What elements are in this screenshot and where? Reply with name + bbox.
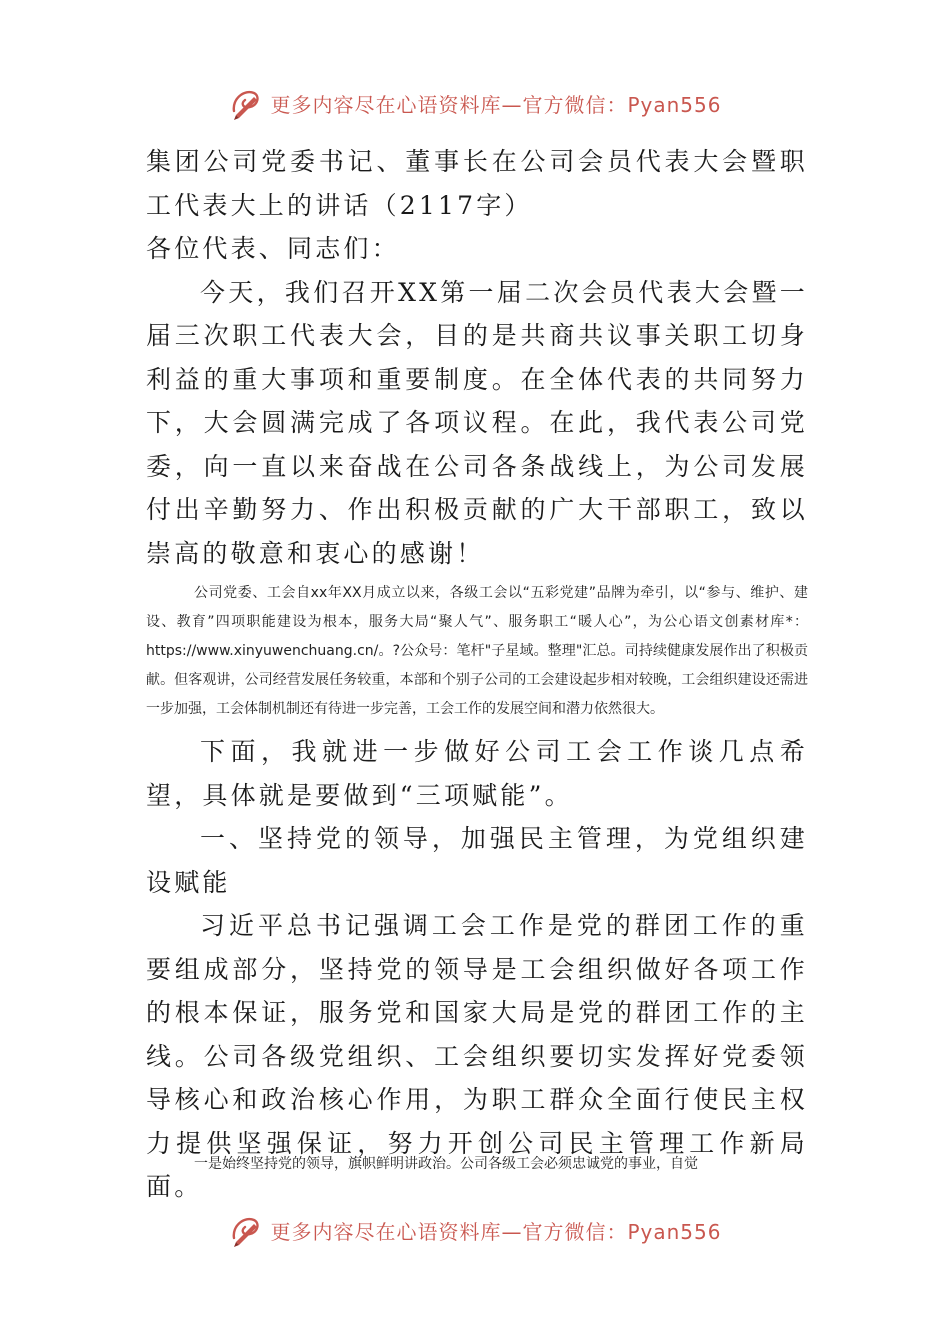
document-title: 集团公司党委书记、董事长在公司会员代表大会暨职工代表大上的讲话（2117字） bbox=[146, 147, 808, 220]
paragraph-intro-hopes: 下面，我就进一步做好公司工会工作谈几点希望，具体就是要做到“三项赋能”。 bbox=[146, 737, 808, 810]
header-banner-text: 更多内容尽在心语资料库—官方微信：Pyan556 bbox=[270, 92, 722, 117]
paragraph-union-background: 公司党委、工会自xx年XX月成立以来，各级工会以“五彩党建”品牌为牵引，以“参与、维护、建设、教育”四项职能建设为根本，服务大局“聚人气”、服务职工“暖人心”，为公心语文创素材库*：https://www.xinyuwenchuang.cn/。?公众号：笔杆"子星域。整理"汇总。司持续健康发展作出了积极贡献。但客观讲，公司经营发展任务较重，本部和个别子公司的工会建设起步相对较晚，工会组织建设还需进一步加强，工会体制机制还有待进一步完善，工会工作的发展空间和潜力依然很大。 bbox=[146, 585, 808, 717]
section-heading-1: 一、坚持党的领导，加强民主管理，为党组织建设赋能 bbox=[146, 824, 808, 897]
paragraph-opening: 今天，我们召开XX第一届二次会员代表大会暨一届三次职工代表大会，目的是共商共议事关职工切身利益的重大事项和重要制度。在全体代表的共同努力下，大会圆满完成了各项议程。在此，我代表公司党委，向一直以来奋战在公司各条战线上，为公司发展付出辛勤努力、作出积极贡献的广大干部职工，致以崇高的敬意和衷心的感谢！ bbox=[146, 277, 808, 568]
pen-swirl-icon bbox=[228, 85, 264, 121]
paragraph-point-one: 一是始终坚持党的领导，旗帜鲜明讲政治。公司各级工会必须忠诚党的事业，自觉 bbox=[194, 1156, 698, 1172]
footer-banner bbox=[0, 1205, 950, 1255]
salutation: 各位代表、同志们： bbox=[146, 234, 400, 263]
pen-swirl-icon bbox=[228, 1212, 264, 1248]
document-body bbox=[146, 140, 808, 1209]
footer-banner-text: 更多内容尽在心语资料库—官方微信：Pyan556 bbox=[270, 1219, 722, 1244]
header-banner bbox=[0, 78, 950, 128]
paragraph-party-leadership: 习近平总书记强调工会工作是党的群团工作的重要组成部分，坚持党的领导是工会组织做好各项工作的根本保证，服务党和国家大局是党的群团工作的主线。公司各级党组织、工会组织要切实发挥好党委领导核心和政治核心作用，为职工群众全面行使民主权力提供坚强保证，努力开创公司民主管理工作新局面。 bbox=[146, 911, 808, 1201]
